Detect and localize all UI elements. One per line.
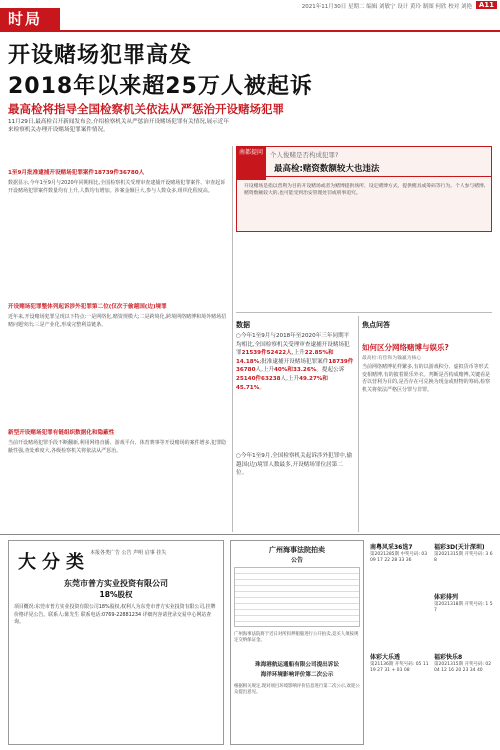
lottery-result-5: 第2021315期 开奖号码: 02 04 12 16 20 23 34 40 (434, 662, 492, 674)
lottery-result-4: 第21136期 开奖号码: 05 11 19 27 31 + 03 08 (370, 662, 429, 674)
headline-line1: 开设赌场犯罪高发 (8, 43, 193, 68)
qa-rule (266, 176, 492, 177)
lottery-game-1: 南粤风采36选7 (370, 544, 413, 551)
focus-heading: 焦点问答 (362, 321, 390, 329)
section-rule (236, 312, 492, 313)
qa-body: 开设赌场是指以营利为目的开设赌场或者为赌博提供场所、设定赌博方式、提供赌具或筹码等行为。个人参与赌博,赌资数额较大的,也可能受到治安管理处罚或刑事追究。 (244, 184, 486, 196)
notice-table (234, 567, 360, 627)
data-body-2: ○今年1至9月,全国检察机关起诉涉外犯罪中,偷越国(边)境罪人数最多,开设赌场罪位居第二位。 (236, 453, 353, 477)
lottery-game-2: 福彩3D(天计深圳) (434, 544, 485, 551)
ad-banner: 大分类 (18, 552, 90, 573)
masthead-rule (0, 30, 500, 32)
page-number: A11 (476, 1, 497, 9)
issue-meta: 2021年11月30日 星期二 编辑 刘敏宁 设计 黄玲 制图 何欣 校对 刘艳 (301, 4, 472, 10)
section-heading-2: 开设赌场犯罪整体列起诉涉外犯罪第二位(仅次于偷越国(边)境罪 (8, 304, 167, 310)
headline-line2: 2018年以来超25万人被起诉 (8, 74, 313, 99)
data-heading: 数据 (236, 321, 250, 329)
focus-title: 如何区分网络赌博与娱乐? (362, 343, 449, 352)
ad-equity: 18%股权 (99, 590, 133, 599)
lottery-result-3: 第2021318期 开奖号码: 1 5 7 (434, 602, 493, 614)
lottery-game-5: 福彩快乐8 (434, 654, 463, 661)
qa-answer-title: 最高检:赌资数额较大也违法 (274, 164, 380, 174)
notice-text-2: 根据相关规定,现对项目环境影响评价信息进行第二次公示,欢迎公众提出意见。 (234, 684, 360, 696)
column-divider-2 (358, 316, 359, 532)
focus-body: 当前网络赌博花样繁多,有的以游戏积分、虚拟货币等形式变相赌博,有的披着娱乐外衣。判断是否构成赌博,关键看是否以营利为目的,是否存在可兑换为现金或财物的筹码,检察机关将依法严格区分罪与非罪。 (362, 364, 491, 393)
ad-body: 项目概况:东莞市普方实业投资有限公司18%股权,权利人为东莞市普方实业投资有限公司,挂牌价格详见公告。联系人:陈先生 联系电话:0769-22881234 详细内容请登录交易中心网站查询。 (14, 604, 216, 626)
headline-subtitle: 最高检将指导全国检察机关依法从严惩治开设赌场犯罪 (8, 102, 284, 116)
focus-author: 最高检:有偿和为输赢为核心 (362, 356, 422, 361)
notice-text-1: 广州海事法院将于近日对所扣押船舶进行公开拍卖,竞买人须按规定交纳保证金。 (234, 632, 359, 644)
data-body: ○今年1至9月与2018年至2020年三年同期平均相比,全国检察机关受理审查逮捕开设赌场犯罪21539件52422人,上升22.85%和14.18%;批准逮捕开设赌场犯罪案件18739件36780人,上升40%和33.26%。提起公诉25140件63238人,上升49.27%和45.71%。 (236, 333, 354, 391)
ad-company: 东莞市普方实业投资有限公司 (64, 579, 168, 588)
section-body-2: 近年来,开设赌场犯罪呈现以下特点:一是网络化,赌资规模大;二是跨境化,跨境网络赌博和境外赌场招赌问题突出;三是产业化,形成完整利益链条。 (8, 314, 227, 328)
notice-sub-1: 珠海港航运通船有限公司提出诉讼 (255, 662, 339, 668)
notice-heading: 广州海事法院拍卖 (269, 546, 325, 554)
section-heading-3: 新型开设赌场犯罪有链组织数据化和隐蔽性 (8, 430, 115, 436)
ad-subbanner: 本报各类广告 公告 声明 启事 挂失 (90, 550, 167, 556)
lottery-game-3: 体彩排列 (434, 594, 459, 601)
lottery-result-2: 第2021315期 开奖号码: 3 6 8 (434, 552, 493, 564)
section-body-1: 数据显示,今年1至9月与2020年同期相比,全国检察机关受理审查逮捕开设赌场犯罪案件、审查起诉开设赌场犯罪案件数量均有上升,人数均有增加。涉案金额巨大,参与人数众多,组织化程度高。 (8, 180, 226, 194)
lead-paragraph: 11月29日,最高检召开新闻发布会,介绍检察机关从严惩治开设赌场犯罪有关情况,展示近年来检察机关办理开设赌场犯罪案件情况。 (8, 119, 229, 133)
section-heading-1: 1至9月批准逮捕开设赌场犯罪案件18739件36780人 (8, 170, 145, 176)
lottery-result-1: 第2021285期 中奖号码: 03 09 17 22 28 33 36 (370, 552, 428, 564)
bottom-rule (0, 534, 500, 535)
lottery-game-4: 体彩大乐透 (370, 654, 401, 661)
notice-sub-2: 海洋环境影响评价第二次公示 (260, 672, 334, 678)
section-body-3: 当前开设赌场犯罪手段不断翻新,利用网络直播、游戏平台、体育赛事等开设赌场的案件增多,犯罪隐蔽性强,查处难度大,各级检察机关将依法从严惩治。 (8, 440, 227, 454)
column-divider (232, 146, 233, 532)
notice-heading-2: 公告 (290, 557, 303, 564)
section-tag: 时局 (0, 8, 60, 30)
qa-question: 个人俊赌是否构成犯罪? (270, 151, 339, 159)
qa-tag: 南都提问 (236, 146, 266, 180)
lottery-panel (370, 540, 495, 745)
